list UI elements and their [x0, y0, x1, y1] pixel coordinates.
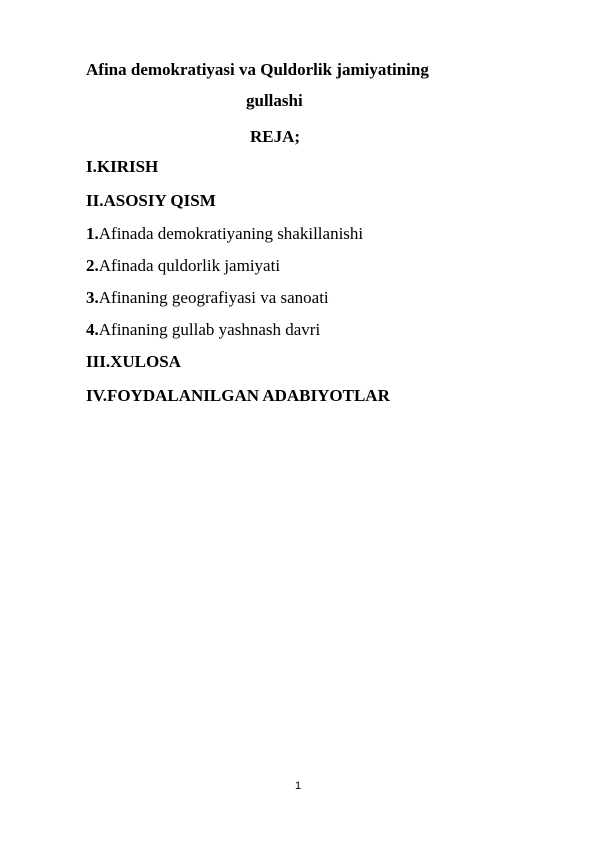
outline-section-introduction: I.KIRISH — [86, 157, 159, 176]
outline-item-text: Afinaning geografiyasi va sanoati — [98, 288, 329, 307]
outline-item-number: 2. — [86, 256, 99, 275]
outline-item-3 — [86, 288, 329, 308]
outline-section-references: IV.FOYDALANILGAN ADABIYOTLAR — [86, 386, 390, 405]
outline-item-4 — [86, 320, 320, 340]
outline-item-number: 3. — [86, 288, 99, 307]
outline-section-main-part — [86, 191, 216, 211]
outline-item-2 — [86, 256, 280, 276]
document-title-line-1: Afina demokratiyasi va Quldorlik jamiyatining — [86, 60, 429, 79]
outline-item-text: Afinada demokratiyaning shakillanishi — [98, 224, 364, 243]
outline-item-text: Afinada quldorlik jamiyati — [98, 256, 281, 275]
outline-item-number: 4. — [86, 320, 99, 339]
plan-heading: REJA; — [250, 127, 301, 146]
outline-item-1 — [86, 224, 363, 244]
outline-section-main-part-text: II.ASOSIY QISM — [86, 191, 216, 210]
document-title-line-2: gullashi — [246, 91, 303, 110]
outline-item-text: Afinaning gullab yashnash davri — [98, 320, 321, 339]
outline-section-conclusion: III.XULOSA — [86, 352, 181, 371]
outline-item-number: 1. — [86, 224, 99, 243]
page-number: 1 — [294, 780, 302, 792]
